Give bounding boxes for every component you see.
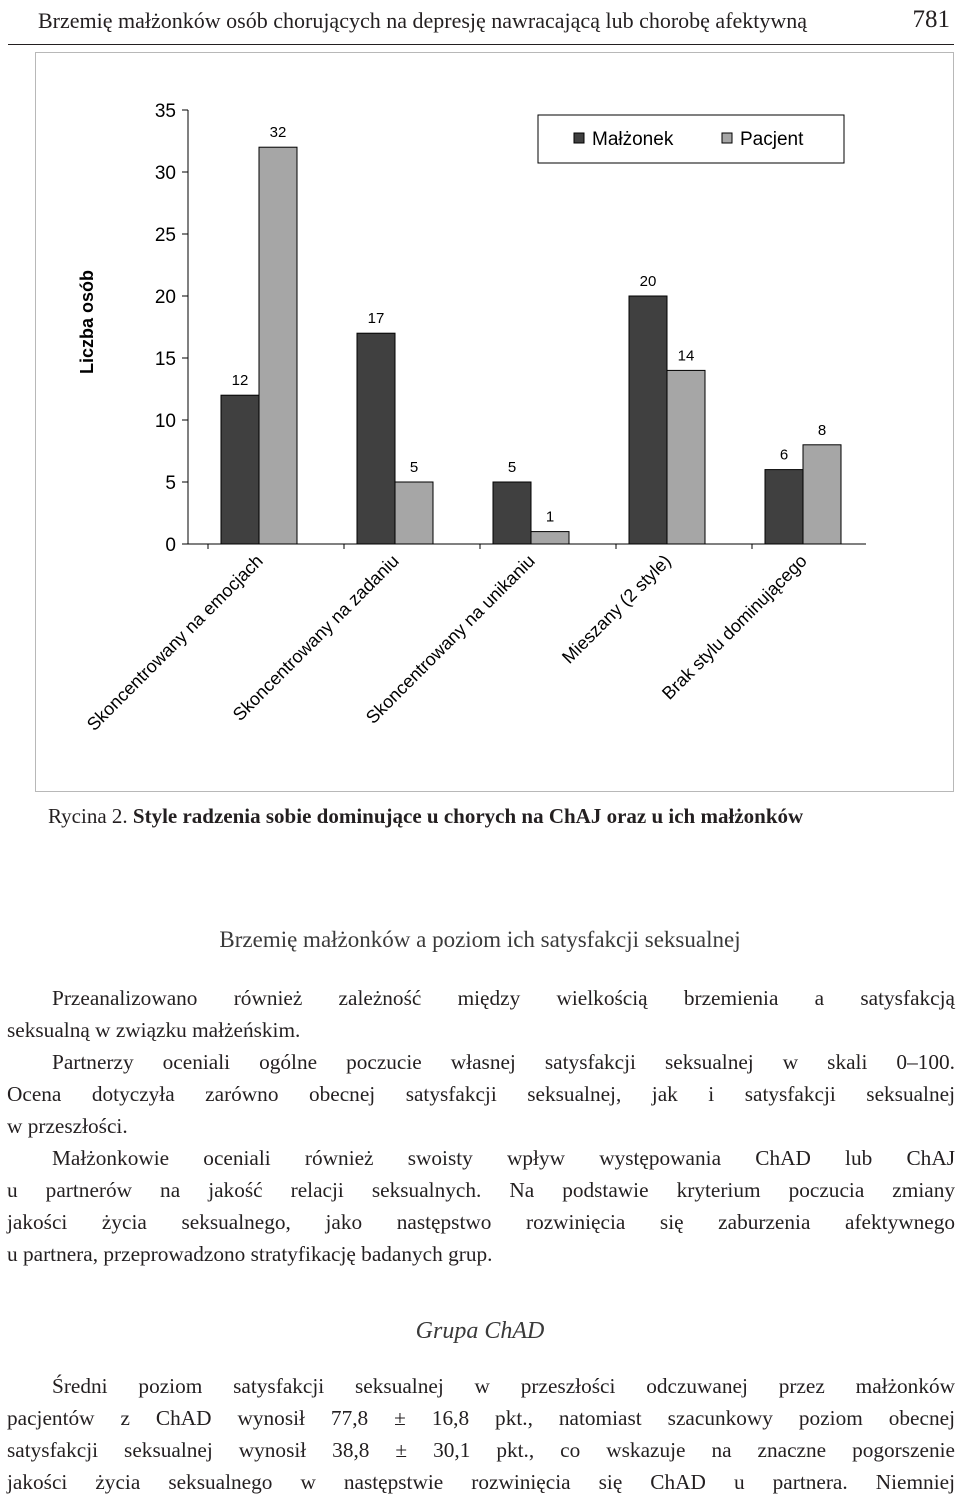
bar xyxy=(667,370,705,544)
x-tick-label: Skoncentrowany na unikaniu xyxy=(361,550,539,728)
bar-value-label: 6 xyxy=(779,446,789,464)
legend-label: Małżonek xyxy=(592,129,674,150)
text-line: satysfakcji seksualnej wynosił 38,8 ± 30,1 pkt., co wskazuje na znaczne pogorszenie xyxy=(7,1438,955,1462)
bar-value-label: 17 xyxy=(367,310,385,328)
y-tick-label: 30 xyxy=(154,163,176,184)
page-number: 781 xyxy=(912,6,950,33)
text-line: Przeanalizowano również zależność między wielkością brzemienia a satysfakcją xyxy=(52,986,955,1010)
text-line: Średni poziom satysfakcji seksualnej w przeszłości odczuwanej przez małżonków xyxy=(52,1374,955,1398)
text-line: u partnerów na jakość relacji seksualnych. Na podstawie kryterium poczucia zmiany xyxy=(7,1178,955,1202)
text-line: Małżonkowie oceniali również swoisty wpływ występowania ChAD lub ChAJ xyxy=(52,1146,955,1170)
figure-chart xyxy=(35,52,954,792)
text-line: Ocena dotyczyła zarówno obecnej satysfakcji seksualnej, jak i satysfakcji seksualnej xyxy=(7,1082,955,1106)
bar xyxy=(493,482,531,544)
paragraph-2 xyxy=(7,1046,955,1142)
text-line: u partnera, przeprowadzono stratyfikację badanych grup. xyxy=(7,1242,493,1266)
legend-swatch xyxy=(574,133,584,143)
running-title: Brzemię małżonków osób chorujących na depresję nawracającą lub chorobę afektywną xyxy=(38,8,808,33)
header-rule xyxy=(8,44,954,45)
bar xyxy=(395,482,433,544)
y-tick-label: 5 xyxy=(165,473,176,494)
y-tick-label: 15 xyxy=(154,349,176,370)
bar-value-label: 5 xyxy=(409,459,419,476)
page-header xyxy=(38,4,960,42)
bar-value-label: 14 xyxy=(677,347,695,365)
bar xyxy=(765,470,803,544)
bar-value-label: 32 xyxy=(269,124,287,142)
caption-text: Style radzenia sobie dominujące u chorych na ChAJ oraz u ich małżonków xyxy=(132,804,804,828)
bar-chart xyxy=(36,53,953,791)
paragraph-3 xyxy=(7,1142,955,1270)
bar xyxy=(221,395,259,544)
y-tick-label: 35 xyxy=(154,101,176,122)
paragraph-4 xyxy=(7,1370,955,1498)
x-tick-label: Skoncentrowany na emocjach xyxy=(82,550,267,735)
bar xyxy=(357,333,395,544)
figure-caption xyxy=(48,804,803,829)
text-line: jakości życia seksualnego, jako następstwo rozwinięcia się zaburzenia afektywnego xyxy=(7,1210,955,1234)
text-line: pacjentów z ChAD wynosił 77,8 ± 16,8 pkt., natomiast szacunkowy poziom obecnej xyxy=(7,1406,955,1430)
section-title: Brzemię małżonków a poziom ich satysfakcji seksualnej xyxy=(219,927,741,952)
caption-prefix: Rycina 2. xyxy=(48,804,128,828)
chart-svg xyxy=(36,53,953,791)
y-tick-label: 0 xyxy=(165,535,176,556)
bar-value-label: 5 xyxy=(507,459,517,476)
x-tick-label: Skoncentrowany na zadaniu xyxy=(228,550,403,725)
paragraph-1 xyxy=(7,982,955,1046)
bar-value-label: 8 xyxy=(817,421,827,439)
legend-label: Pacjent xyxy=(740,129,804,150)
bar-value-label: 20 xyxy=(639,273,657,290)
legend-swatch xyxy=(722,133,732,143)
bar xyxy=(803,445,841,544)
x-tick-label: Mieszany (2 style) xyxy=(558,550,675,668)
y-tick-label: 25 xyxy=(154,225,176,246)
text-line: jakości życia seksualnego w następstwie rozwinięcia się ChAD u partnera. Niemniej xyxy=(7,1470,955,1494)
bar xyxy=(259,147,297,544)
subsection-title: Grupa ChAD xyxy=(415,1318,545,1344)
bar-value-label: 12 xyxy=(231,372,249,390)
y-tick-label: 10 xyxy=(154,411,176,432)
bar xyxy=(629,296,667,544)
bar-value-label: 1 xyxy=(545,508,555,526)
text-line: w przeszłości. xyxy=(7,1114,128,1138)
bar xyxy=(531,532,569,544)
x-tick-label: Brak stylu dominującego xyxy=(658,550,811,704)
y-axis-title: Liczba osób xyxy=(77,269,97,375)
text-line: seksualną w związku małżeńskim. xyxy=(7,1018,301,1042)
y-tick-label: 20 xyxy=(154,287,176,308)
text-line: Partnerzy oceniali ogólne poczucie własnej satysfakcji seksualnej w skali 0–100. xyxy=(52,1050,955,1074)
